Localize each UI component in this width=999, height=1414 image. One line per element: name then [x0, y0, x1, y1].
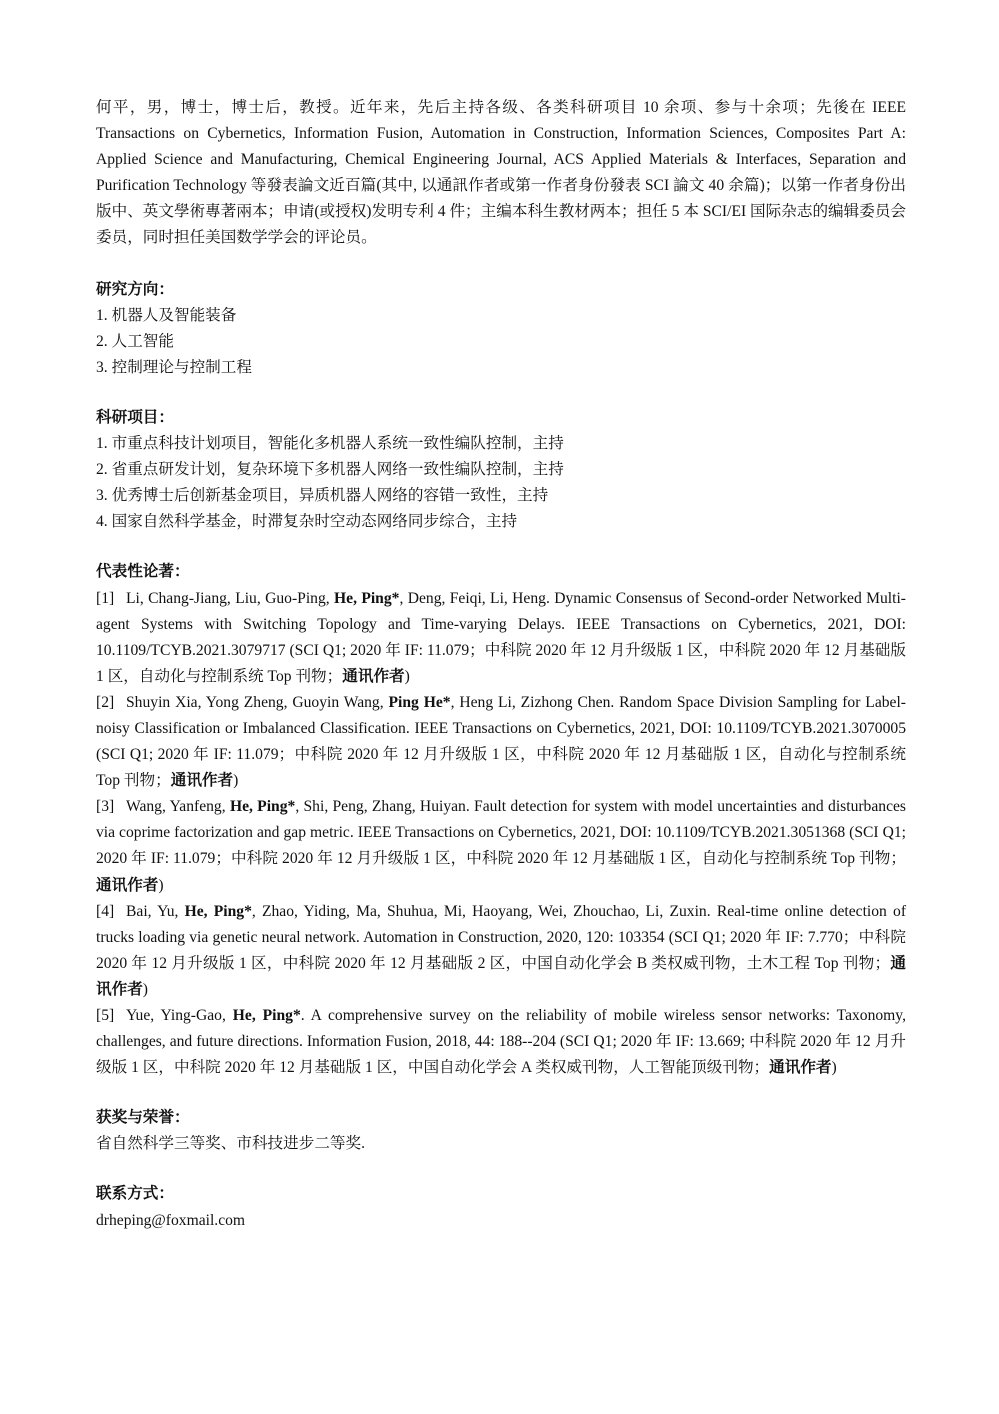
- paper-role: 通讯作者: [96, 954, 906, 998]
- awards-heading: 获奖与荣誉：: [96, 1109, 190, 1127]
- paper-authors: Wang, Yanfeng,: [126, 798, 230, 816]
- paper-entry: [96, 899, 906, 1003]
- paper-corresponding-author: He, Ping*: [184, 902, 252, 920]
- papers-heading: 代表性论著：: [96, 563, 190, 581]
- paper-entry: [96, 1003, 906, 1081]
- paper-entry: [96, 794, 906, 898]
- paper-authors: Bai, Yu,: [126, 902, 185, 920]
- paper-number: [4]: [96, 902, 115, 920]
- paper-close: ): [158, 876, 164, 894]
- paper-role: 通讯作者: [342, 667, 405, 685]
- awards-section: [96, 1105, 906, 1157]
- project-item: 3. 优秀博士后创新基金项目，异质机器人网络的容错一致性，主持: [96, 487, 549, 505]
- bio-paragraph: 何平，男，博士，博士后，教授。近年来，先后主持各级、各类科研项目 10 余项、参与十余项；先後在 IEEE Transactions on Cybernetics, Information Fusion, Automation in Construction, Information Sciences, Composites Part A: Applied Science and Manufacturing, Chemical Engineering Journal, ACS Applied Materials & Interfaces, Separation and Purification Technology 等發表論文近百篇(其中, 以通訊作者或第一作者身份發表 SCI 論文 40 余篇)；以第一作者身份出版中、英文學術專著兩本；申请(或授权)发明专利 4 件；主编本科生教材两本；担任 5 本 SCI/EI 国际杂志的编辑委员会委员，同时担任美国数学学会的评论员。: [96, 99, 907, 247]
- paper-close: ): [831, 1059, 837, 1077]
- contact-email: drheping@foxmail.com: [96, 1211, 246, 1229]
- paper-details: , Deng, Feiqi, Li, Heng. Dynamic Consensus of Second-order Networked Multi-agent Systems with Switching Topology and Time-varying Delays. IEEE Transactions on Cybernetics, 2021, DOI: 10.1109/TCYB.2021.3079717 (SCI Q1; 2020 年 IF: 11.079；中科院 2020 年 12 月升级版 1 区，中科院 2020 年 12 月基础版 1 区，自动化与控制系统 Top 刊物；: [96, 589, 906, 685]
- paper-corresponding-author: He, Ping*: [232, 1007, 301, 1024]
- project-item: 2. 省重点研发计划，复杂环境下多机器人网络一致性编队控制，主持: [96, 461, 564, 479]
- research-item: 3. 控制理论与控制工程: [96, 358, 252, 376]
- research-heading: 研究方向：: [96, 280, 174, 298]
- paper-number: [1]: [96, 589, 115, 607]
- project-item: 1. 市重点科技计划项目，智能化多机器人系统一致性编队控制，主持: [96, 435, 564, 453]
- paper-details: , Heng Li, Zizhong Chen. Random Space Division Sampling for Label-noisy Classification or Imbalanced Classification. IEEE Transactions on Cybernetics, 2021, DOI: 10.1109/TCYB.2021.3070005 (SCI Q1; 2020 年 IF: 11.079；中科院 2020 年 12 月升级版 1 区，中科院 2020 年 12 月基础版 1 区，自动化与控制系统 Top 刊物；: [96, 693, 906, 790]
- paper-authors: Yue, Ying-Gao,: [126, 1007, 233, 1024]
- paper-corresponding-author: He, Ping*: [229, 798, 296, 816]
- research-item: 1. 机器人及智能装备: [96, 306, 237, 324]
- project-item: 4. 国家自然科学基金，时滞复杂时空动态网络同步综合，主持: [96, 513, 518, 531]
- paper-close: ): [404, 667, 410, 685]
- paper-authors: Shuyin Xia, Yong Zheng, Guoyin Wang,: [126, 693, 389, 711]
- papers-section: [96, 559, 906, 1081]
- paper-details: , Shi, Peng, Zhang, Huiyan. Fault detection for system with model uncertainties and disturbances via coprime factorization and gap metric. IEEE Transactions on Cybernetics, 2021, DOI: 10.1109/TCYB.2021.3051368 (SCI Q1; 2020 年 IF: 11.079；中科院 2020 年 12 月升级版 1 区，中科院 2020 年 12 月基础版 1 区，自动化与控制系统 Top 刊物；: [96, 798, 906, 868]
- paper-close: ): [233, 772, 239, 790]
- research-section: [96, 277, 906, 381]
- paper-details: . A comprehensive survey on the reliability of mobile wireless sensor networks: Taxonomy, challenges, and future directions. Information Fusion, 2018, 44: 188--204 (SCI Q1; 2020 年 IF: 13.669; 中科院 2020 年 12 月升级版 1 区，中科院 2020 年 12 月基础版 1 区，中国自动化学会 A 类权威刊物，人工智能顶级刊物；: [96, 1007, 906, 1077]
- projects-heading: 科研项目：: [96, 408, 174, 426]
- paper-close: ): [142, 980, 148, 998]
- paper-number: [5]: [96, 1007, 115, 1024]
- paper-entry: [96, 690, 906, 794]
- paper-role: 通讯作者: [170, 772, 234, 790]
- paper-number: [2]: [96, 693, 115, 711]
- paper-corresponding-author: Ping He*: [388, 693, 451, 711]
- paper-number: [3]: [96, 798, 115, 816]
- paper-authors: Li, Chang-Jiang, Liu, Guo-Ping,: [126, 589, 335, 607]
- paper-corresponding-author: He, Ping*: [334, 589, 400, 607]
- paper-entry: [96, 586, 906, 690]
- awards-text: 省自然科学三等奖、市科技进步二等奖.: [96, 1135, 365, 1153]
- paper-role: 通讯作者: [96, 876, 159, 894]
- contact-section: [96, 1181, 906, 1233]
- research-item: 2. 人工智能: [96, 332, 174, 350]
- paper-role: 通讯作者: [769, 1059, 832, 1077]
- profile-document: [96, 95, 906, 1234]
- projects-section: [96, 405, 906, 535]
- paper-details: , Zhao, Yiding, Ma, Shuhua, Mi, Haoyang, Wei, Zhouchao, Li, Zuxin. Real-time online detection of trucks loading via genetic neural network. Automation in Construction, 2020, 120: 103354 (SCI Q1; 2020 年 IF: 7.770；中科院 2020 年 12 月升级版 1 区，中科院 2020 年 12 月基础版 2 区，中国自动化学会 B 类权威刊物，土木工程 Top 刊物；: [96, 902, 907, 972]
- contact-heading: 联系方式：: [96, 1185, 174, 1203]
